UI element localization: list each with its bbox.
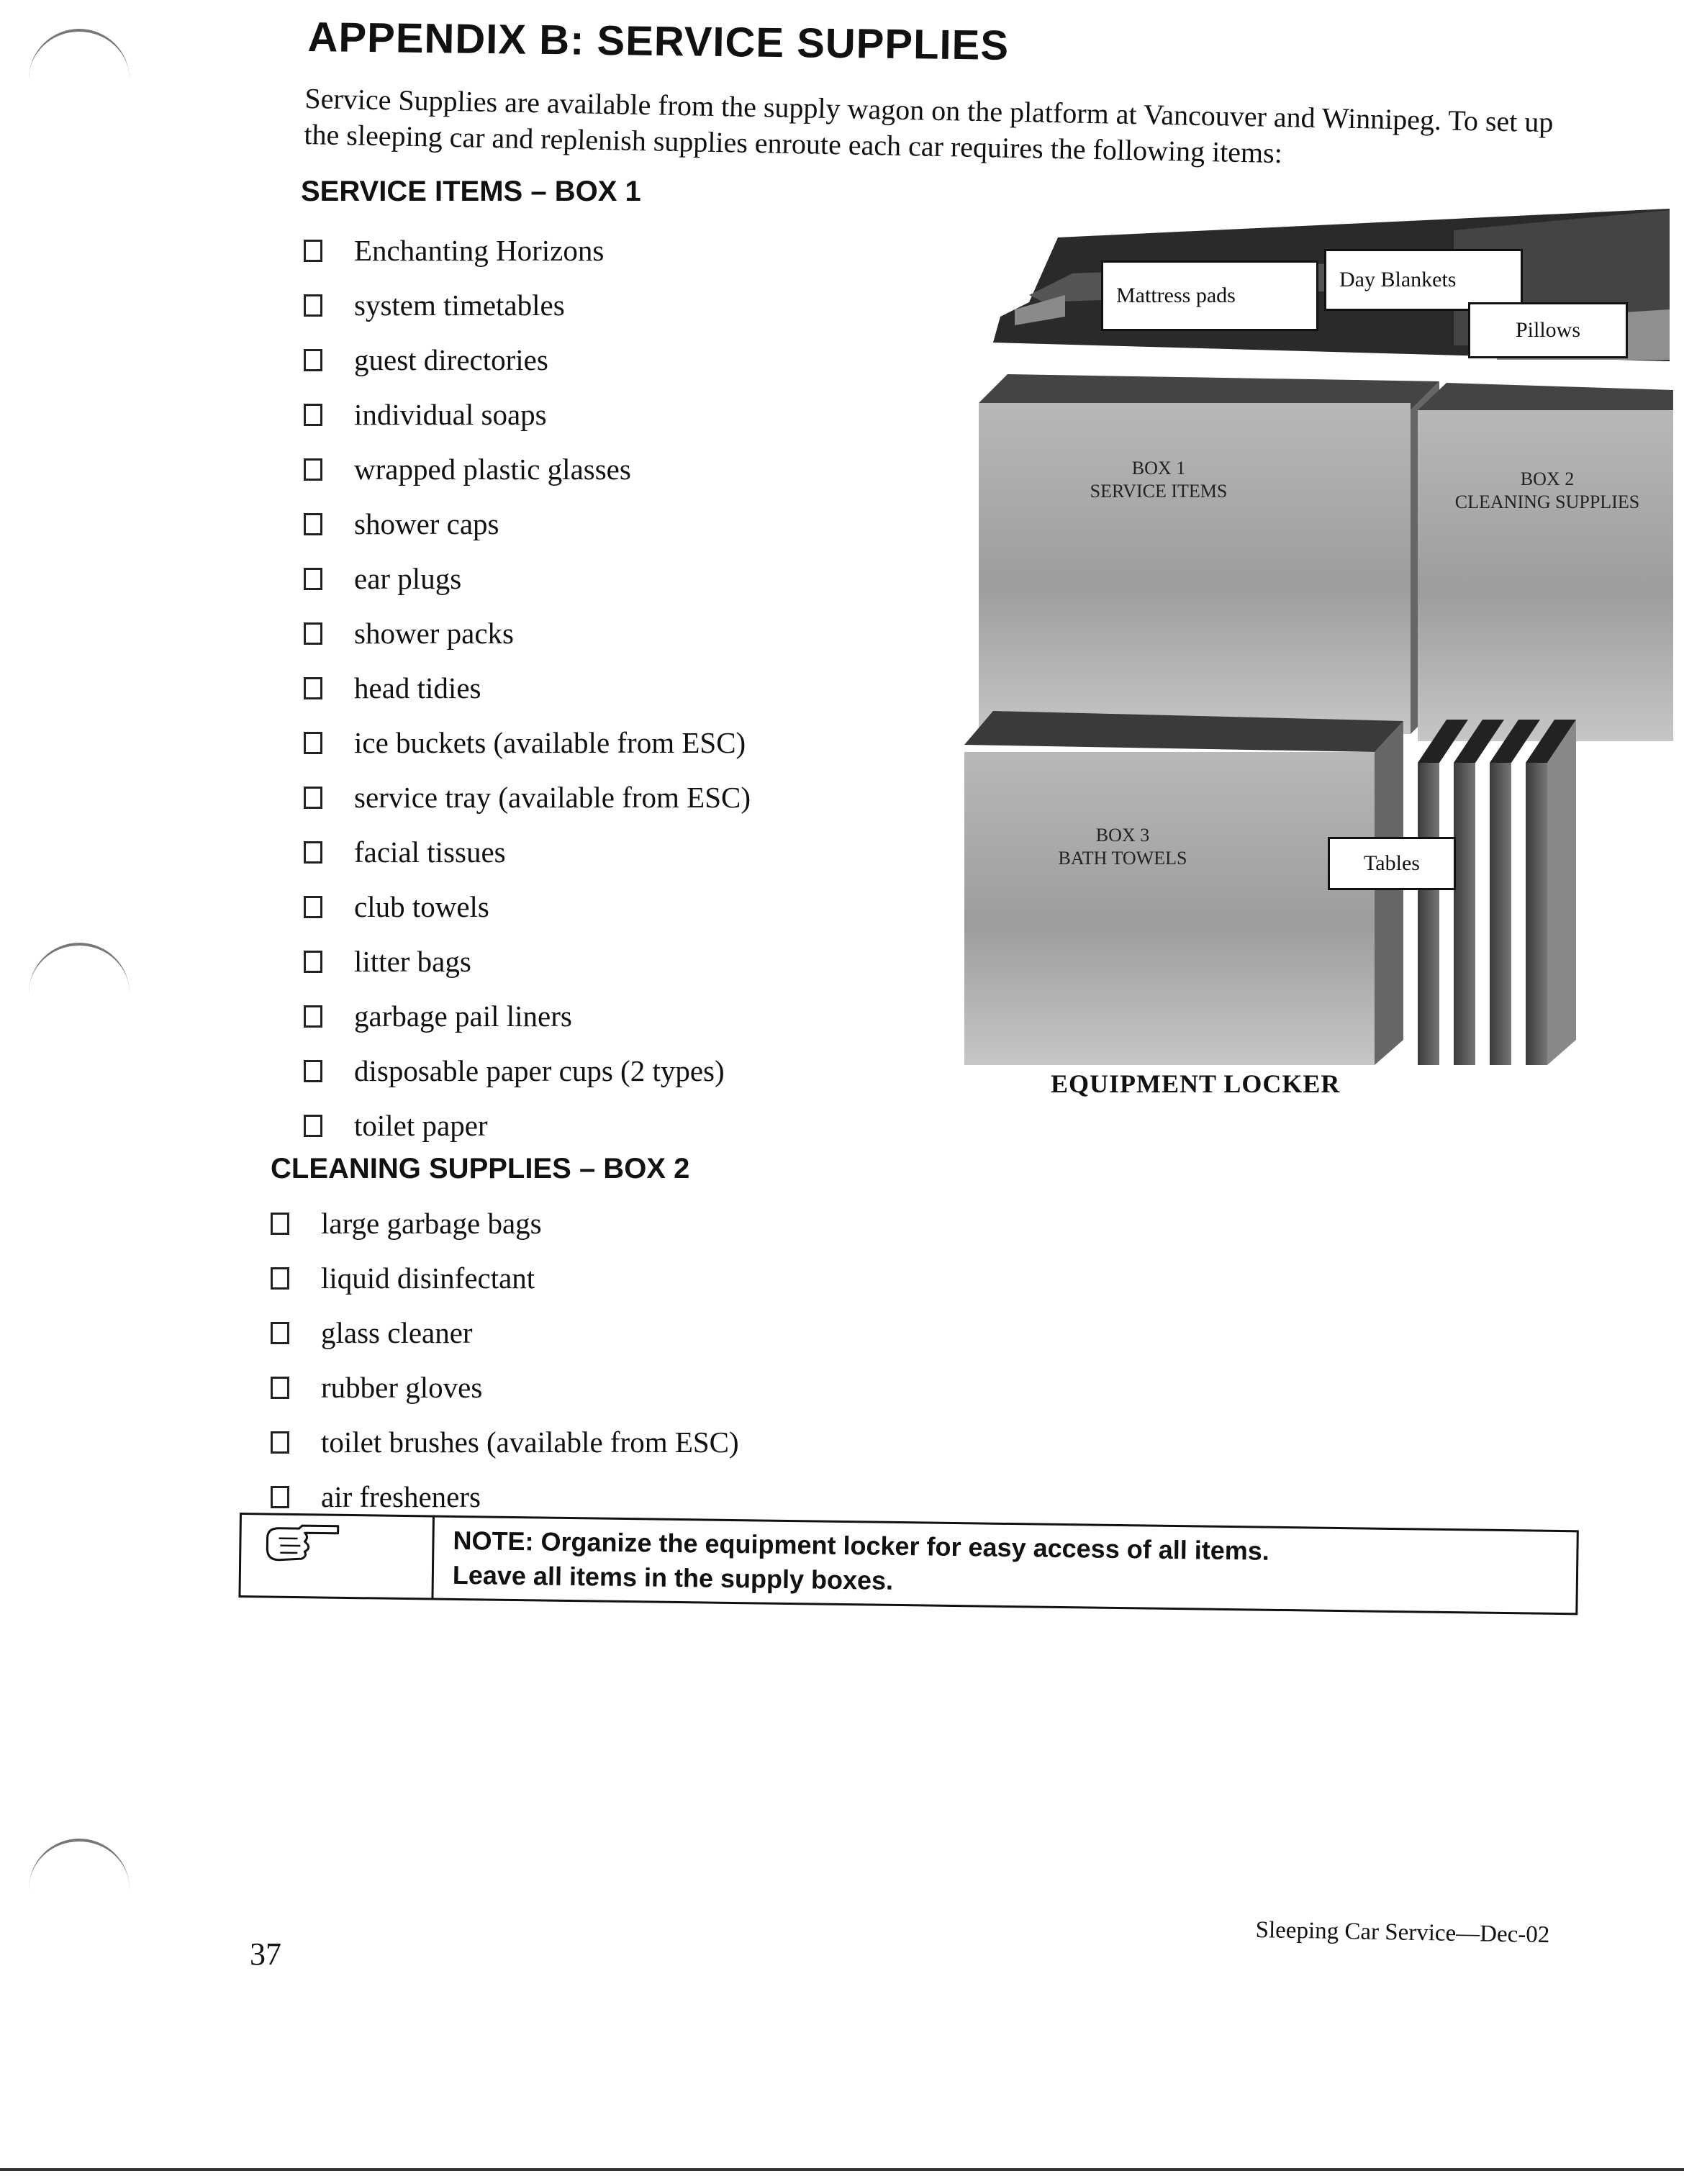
day-blankets-label: Day Blankets [1324,249,1523,311]
checklist-item [304,442,751,497]
checkbox-square [271,1322,289,1344]
checkbox-square [304,404,322,426]
box1-checklist [304,223,751,1153]
equipment-locker-caption: EQUIPMENT LOCKER [1051,1069,1341,1098]
checklist-item [271,1251,739,1305]
checklist-item [271,1196,739,1251]
checklist-item-label: air fresheners [321,1480,481,1513]
checkbox-square [271,1431,289,1454]
checklist-item [304,879,751,934]
box3-label [1015,824,1231,870]
equipment-locker-diagram [950,201,1677,1115]
checklist-item [304,278,751,332]
box1-label [1036,457,1281,503]
checklist-item [304,989,751,1043]
checklist-item [304,332,751,387]
box2-checklist [271,1196,739,1524]
checklist-item-label: guest directories [354,343,548,376]
box2-title: BOX 2 [1520,468,1575,489]
page-number: 37 [250,1936,281,1972]
checkbox-square [304,1005,322,1028]
checklist-item [304,1098,751,1153]
checkbox-square [271,1377,289,1399]
box1-title: BOX 1 [1131,458,1186,479]
checkbox-square [304,294,322,317]
checklist-item-label: liquid disinfectant [321,1261,535,1295]
checklist-item-label: ear plugs [354,562,462,595]
checklist-item [304,825,751,879]
checklist-item-label: facial tissues [354,835,506,869]
checkbox-square [304,349,322,371]
punch-hole [29,1839,130,1899]
checklist-item-label: shower caps [354,507,499,540]
note-box [238,1513,1578,1615]
checkbox-square [304,240,322,262]
checkbox-square [304,951,322,973]
checklist-item-label: service tray (available from ESC) [354,781,751,814]
checkbox-square [304,896,322,918]
checkbox-square [304,787,322,809]
intro-paragraph: Service Supplies are available from the supply wagon on the platform at Vancouver and Winnipeg. To set up the sleeping car and replenish supplies enroute each car requires the following items: [304,81,1554,170]
checklist-item-label: individual soaps [354,398,547,431]
checklist-item-label: wrapped plastic glasses [354,453,631,486]
checklist-item-label: ice buckets (available from ESC) [354,726,746,759]
box3-title: BOX 3 [1095,825,1150,846]
checkbox-square [271,1213,289,1235]
checklist-item-label: litter bags [354,945,471,978]
box2-shape [1418,383,1673,741]
checklist-item-label: glass cleaner [321,1316,473,1349]
note-icon-cell [240,1515,434,1598]
box2-label [1418,468,1677,514]
checklist-item-label: rubber gloves [321,1371,483,1404]
box3-subtitle: BATH TOWELS [1058,848,1187,869]
checklist-item-label: large garbage bags [321,1207,542,1240]
checkbox-square [304,458,322,481]
punch-hole [29,943,130,1003]
scan-edge-line [0,2168,1684,2171]
checklist-item [304,223,751,278]
checklist-item [271,1415,739,1469]
box1-heading: SERVICE ITEMS – BOX 1 [301,176,641,207]
checklist-item [304,387,751,442]
checklist-item [304,497,751,551]
box1-subtitle: SERVICE ITEMS [1090,481,1228,502]
checklist-item-label: garbage pail liners [354,1000,572,1033]
tables-bin-shape [1418,720,1576,1065]
checklist-item-label: Enchanting Horizons [354,234,605,267]
checkbox-square [304,568,322,590]
checklist-item [304,661,751,715]
mattress-pads-label: Mattress pads [1101,260,1318,331]
page-title: APPENDIX B: SERVICE SUPPLIES [307,13,1010,69]
checklist-item-label: club towels [354,890,489,923]
note-text [433,1518,1269,1609]
checklist-item [304,715,751,770]
pointing-hand-icon [263,1522,343,1566]
punch-hole [29,29,130,89]
checkbox-square [304,732,322,754]
checklist-item [304,606,751,661]
tables-label: Tables [1328,837,1456,890]
box1-shape [979,374,1439,734]
box2-heading: CLEANING SUPPLIES – BOX 2 [271,1153,690,1184]
checklist-item [304,934,751,989]
checkbox-square [304,677,322,699]
checklist-item-label: shower packs [354,617,515,650]
checkbox-square [304,622,322,645]
box2-subtitle: CLEANING SUPPLIES [1454,491,1640,512]
checklist-item-label: disposable paper cups (2 types) [354,1054,725,1087]
checklist-item-label: system timetables [354,289,565,322]
checkbox-square [271,1267,289,1290]
checklist-item-label: toilet paper [354,1109,488,1142]
checklist-item-label: head tidies [354,671,481,704]
checklist-item [271,1360,739,1415]
checklist-item [304,551,751,606]
checkbox-square [271,1486,289,1508]
note-line-1: NOTE: Organize the equipment locker for easy access of all items. [453,1525,1270,1566]
checklist-item [304,770,751,825]
checkbox-square [304,513,322,535]
checkbox-square [304,1115,322,1137]
checkbox-square [304,1060,322,1082]
footer-document-title: Sleeping Car Service—Dec-02 [1255,1917,1550,1949]
note-line-2: Leave all items in the supply boxes. [452,1559,894,1595]
pillows-label: Pillows [1468,302,1628,358]
checklist-item-label: toilet brushes (available from ESC) [321,1426,739,1459]
checklist-item [304,1043,751,1098]
checkbox-square [304,841,322,864]
checklist-item [271,1305,739,1360]
